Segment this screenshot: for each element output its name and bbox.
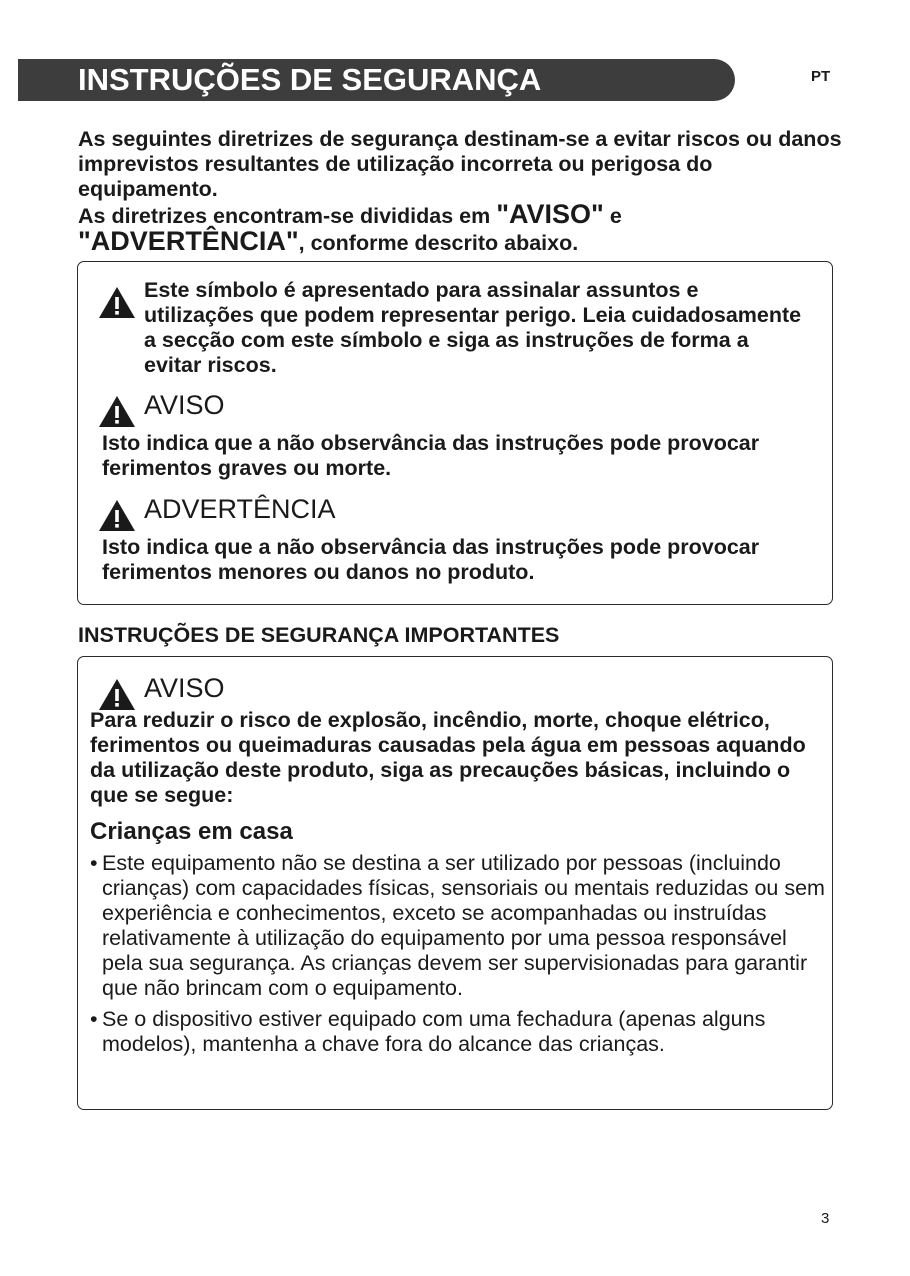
intro-text-2: As diretrizes encontram-se divididas em [78,204,491,228]
important-instructions-box [77,656,833,1110]
advertencia-label: ADVERTÊNCIA [144,494,336,524]
page-title: INSTRUÇÕES DE SEGURANÇA [78,62,542,97]
intro-aviso-word: "AVISO" [496,199,604,229]
symbol-explanation-text: Este símbolo é apresentado para assinalar assuntos e utilizações que podem representar perigo. Leia cuidadosamente a secção com este símbolo e siga as instruções de forma a evitar riscos. [144,278,802,377]
aviso-label: AVISO [144,390,225,420]
page-number: 3 [821,1210,830,1227]
warning-triangle-icon [98,286,136,319]
children-section-title: Crianças em casa [90,818,293,845]
intro-conjunction: e [609,204,622,228]
intro-advertencia-word: "ADVERTÊNCIA" [78,226,299,256]
signal-word-legend-box [77,261,833,605]
important-instructions-heading: INSTRUÇÕES DE SEGURANÇA IMPORTANTES [78,623,560,647]
section-header-bar [18,59,735,101]
symbol-explanation [98,278,808,378]
list-item-text: Este equipamento não se destina a ser utilizado por pessoas (incluindo crianças) com capacidades físicas, sensoriais ou mentais reduzidas ou sem experiência e conhecimentos, exceto se acompanhadas ou instruídas relativamente à utilização do equipamento por uma pessoa responsável pela sua segurança. As crianças devem ser supervisionadas para garantir que não brincam com o equipamento. [102,851,825,1000]
warning-triangle-icon [98,499,136,532]
intro-text-1: As seguintes diretrizes de segurança destinam-se a evitar riscos ou danos imprevistos resultantes de utilização incorreta ou perigosa do equipamento. [78,127,842,201]
aviso-description: Isto indica que a não observância das instruções pode provocar ferimentos graves ou morte. [102,431,760,480]
language-code: PT [811,68,831,85]
intro-paragraph [78,127,848,256]
intro-text-3: , conforme descrito abaixo. [298,231,579,255]
children-bullet-list [90,851,825,1063]
bullet-icon: • [90,1007,98,1031]
list-item [90,1007,825,1057]
bullet-icon: • [90,851,98,875]
precautions-description: Para reduzir o risco de explosão, incêndio, morte, choque elétrico, ferimentos ou queimaduras causadas pela água em pessoas aquando da utilização deste produto, siga as precauções básicas, incluindo o que se segue: [90,708,806,807]
aviso-label: AVISO [144,673,225,703]
advertencia-description: Isto indica que a não observância das instruções pode provocar ferimentos menores ou danos no produto. [102,535,760,584]
list-item [90,851,825,1001]
warning-triangle-icon [98,678,136,711]
list-item-text: Se o dispositivo estiver equipado com uma fechadura (apenas alguns modelos), mantenha a chave fora do alcance das crianças. [102,1007,766,1056]
warning-triangle-icon [98,395,136,428]
